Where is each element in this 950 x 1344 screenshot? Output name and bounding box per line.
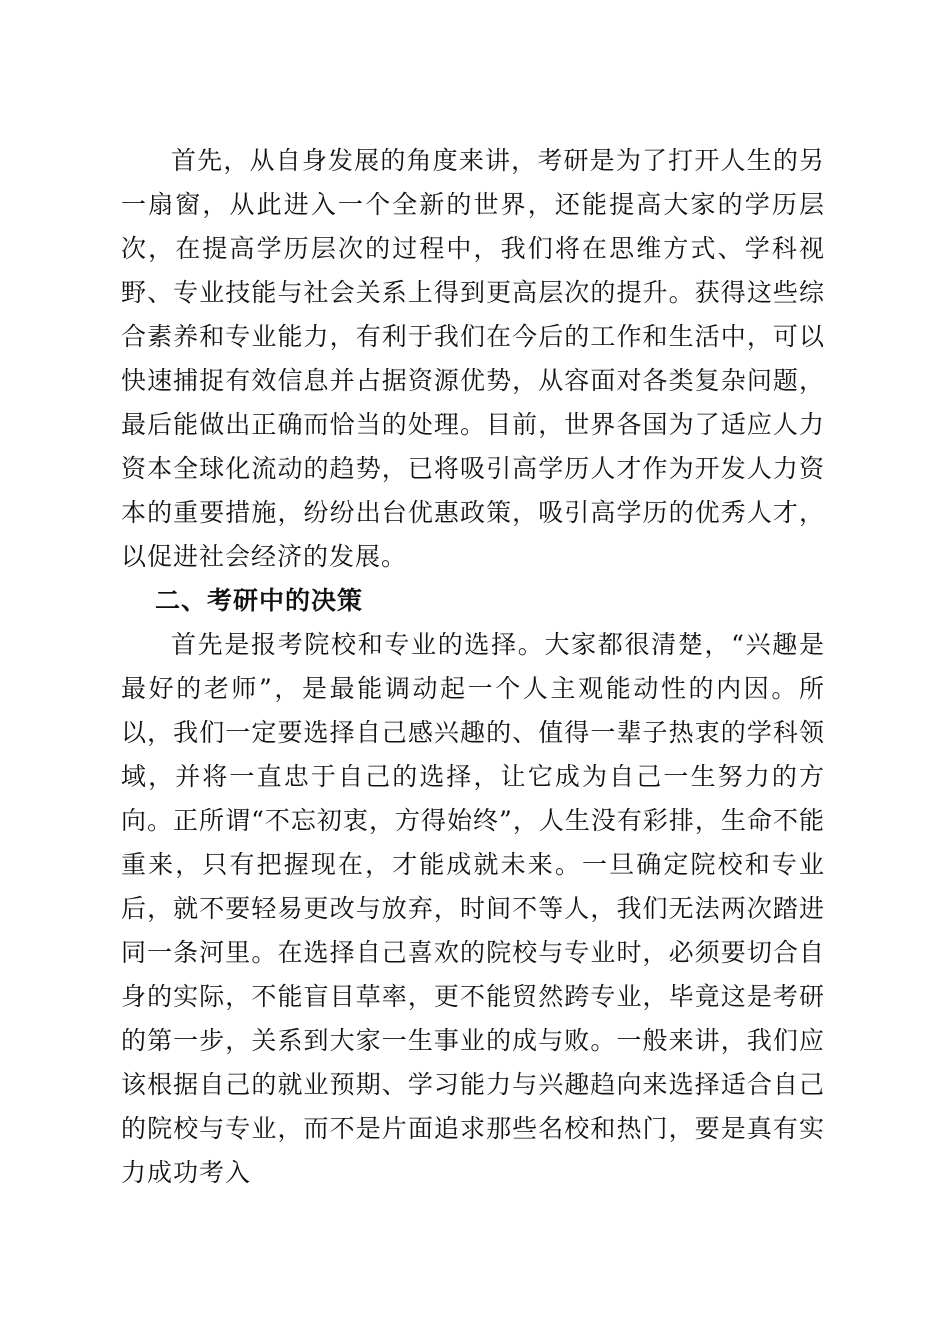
document-page — [121, 139, 825, 1195]
section-heading: 二、考研中的决策 — [155, 586, 364, 615]
body-paragraph-2: 首先是报考院校和专业的选择。大家都很清楚，“兴趣是最好的老师”，是最能调动起一个人主观能动性的内因。所以，我们一定要选择自己感兴趣的、值得一辈子热衷的学科领域，并将一直忠于自己的选择，让它成为自己一生努力的方向。正所谓“不忘初衷，方得始终”，人生没有彩排，生命不能重来，只有把握现在，才能成就未来。一旦确定院校和专业后，就不要轻易更改与放弃，时间不等人，我们无法两次踏进同一条河里。在选择自己喜欢的院校与专业时，必须要切合自身的实际，不能盲目草率，更不能贸然跨专业，毕竟这是考研的第一步，关系到大家一生事业的成与败。一般来讲，我们应该根据自己的就业预期、学习能力与兴趣趋向来选择适合自己的院校与专业，而不是片面追求那些名校和热门，要是真有实力成功考入 — [121, 630, 825, 1187]
body-paragraph-1: 首先，从自身发展的角度来讲，考研是为了打开人生的另一扇窗，从此进入一个全新的世界，还能提高大家的学历层次，在提高学历层次的过程中，我们将在思维方式、学科视野、专业技能与社会关系上得到更高层次的提升。获得这些综合素养和专业能力，有利于我们在今后的工作和生活中，可以快速捕捉有效信息并占据资源优势，从容面对各类复杂问题，最后能做出正确而恰当的处理。目前，世界各国为了适应人力资本全球化流动的趋势，已将吸引高学历人才作为开发人力资本的重要措施，纷纷出台优惠政策，吸引高学历的优秀人才，以促进社会经济的发展。 — [121, 146, 825, 571]
